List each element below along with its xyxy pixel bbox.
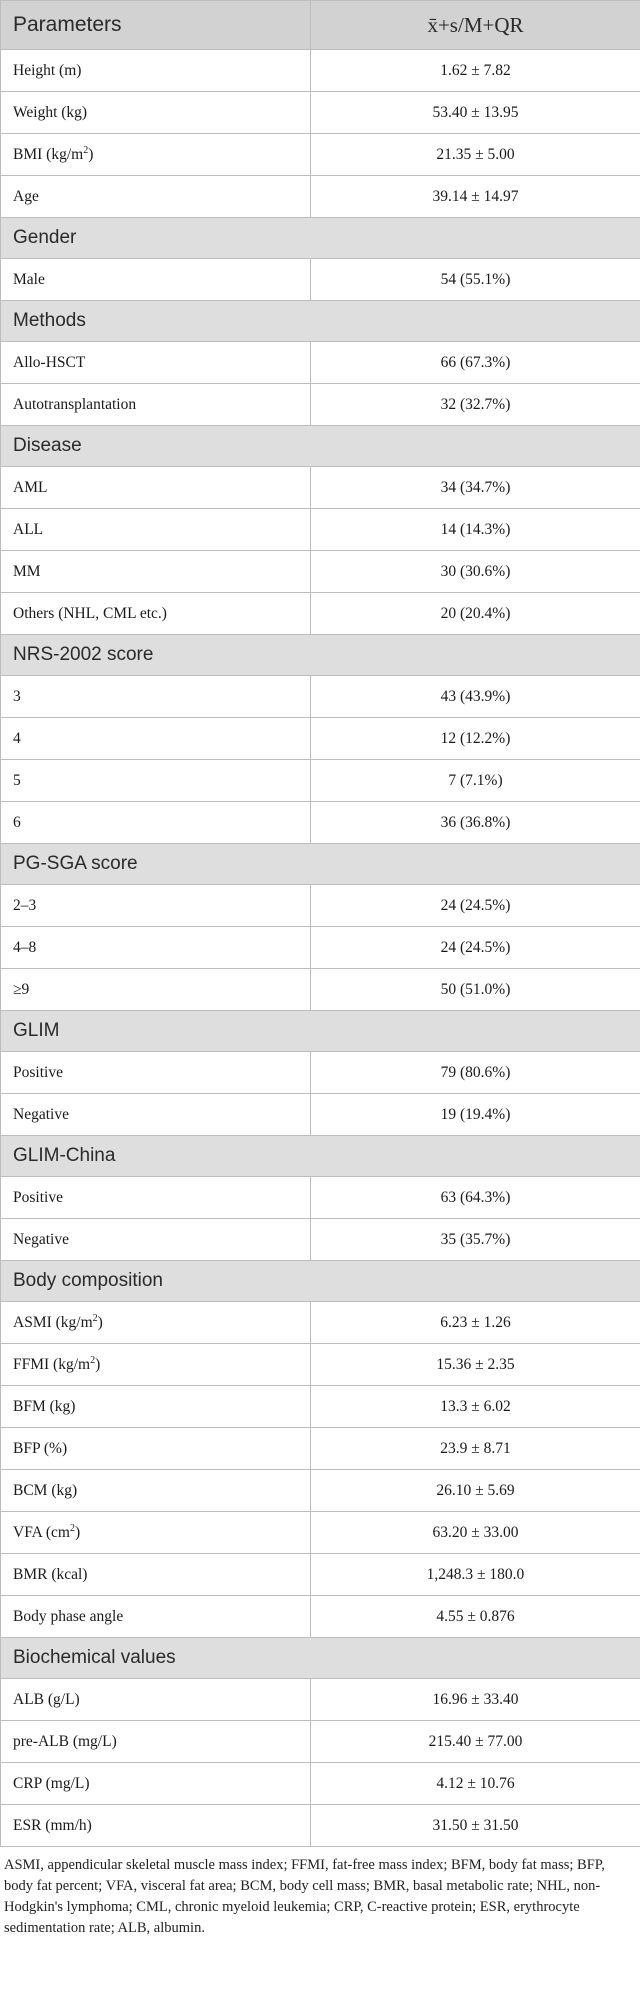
parameter-label-end: ) bbox=[74, 1524, 81, 1542]
section-label: Body composition bbox=[1, 1261, 640, 1302]
parameter-value: 26.10 ± 5.69 bbox=[311, 1470, 640, 1512]
parameter-value: 13.3 ± 6.02 bbox=[311, 1386, 640, 1428]
parameter-label bbox=[1, 134, 311, 176]
parameter-label bbox=[1, 1428, 311, 1470]
section-label: NRS-2002 score bbox=[1, 635, 640, 676]
table-row bbox=[1, 593, 640, 635]
parameter-value: 21.35 ± 5.00 bbox=[311, 134, 640, 176]
parameter-value: 32 (32.7%) bbox=[311, 384, 640, 426]
table-row bbox=[1, 134, 640, 176]
parameter-label-text: 2–3 bbox=[13, 896, 37, 914]
section-label: Disease bbox=[1, 426, 640, 467]
parameter-label bbox=[1, 1596, 311, 1638]
table-row bbox=[1, 927, 640, 969]
parameter-value: 4.55 ± 0.876 bbox=[311, 1596, 640, 1638]
parameter-label-text: ALB (g/L) bbox=[13, 1690, 80, 1708]
table-row bbox=[1, 1805, 640, 1847]
header-statistic-text: x̄+s/M+QR bbox=[427, 12, 524, 37]
section-header-row bbox=[1, 1136, 640, 1177]
parameter-value: 7 (7.1%) bbox=[311, 760, 640, 802]
parameter-value: 36 (36.8%) bbox=[311, 802, 640, 844]
parameter-label-text: Negative bbox=[13, 1230, 69, 1248]
parameter-label bbox=[1, 384, 311, 426]
table-row bbox=[1, 1386, 640, 1428]
parameter-value: 14 (14.3%) bbox=[311, 509, 640, 551]
section-header-row bbox=[1, 844, 640, 885]
parameter-label-text: Body phase angle bbox=[13, 1607, 124, 1625]
parameter-value: 16.96 ± 33.40 bbox=[311, 1679, 640, 1721]
parameter-label bbox=[1, 467, 311, 509]
parameter-value: 1.62 ± 7.82 bbox=[311, 50, 640, 92]
parameter-label bbox=[1, 1219, 311, 1261]
table-row bbox=[1, 760, 640, 802]
parameter-label-text: MM bbox=[13, 562, 41, 580]
parameter-label-text: ASMI (kg/m bbox=[13, 1314, 93, 1332]
table-row bbox=[1, 1344, 640, 1386]
parameter-label-text: Weight (kg) bbox=[13, 103, 88, 121]
header-parameters: Parameters bbox=[1, 1, 311, 50]
table-row bbox=[1, 1596, 640, 1638]
parameter-value: 24 (24.5%) bbox=[311, 885, 640, 927]
table-row bbox=[1, 1428, 640, 1470]
parameter-label bbox=[1, 927, 311, 969]
parameter-label bbox=[1, 1721, 311, 1763]
parameter-value: 54 (55.1%) bbox=[311, 259, 640, 301]
parameter-label-text: Height (m) bbox=[13, 61, 82, 79]
parameter-label bbox=[1, 885, 311, 927]
parameter-value: 15.36 ± 2.35 bbox=[311, 1344, 640, 1386]
parameter-label bbox=[1, 509, 311, 551]
parameter-value: 39.14 ± 14.97 bbox=[311, 176, 640, 218]
parameter-label bbox=[1, 1512, 311, 1554]
section-header-row bbox=[1, 1261, 640, 1302]
table-row bbox=[1, 509, 640, 551]
table-row bbox=[1, 1512, 640, 1554]
parameter-value: 63.20 ± 33.00 bbox=[311, 1512, 640, 1554]
parameter-value: 19 (19.4%) bbox=[311, 1094, 640, 1136]
parameter-value: 63 (64.3%) bbox=[311, 1177, 640, 1219]
table-row bbox=[1, 1721, 640, 1763]
parameter-value: 23.9 ± 8.71 bbox=[311, 1428, 640, 1470]
table-row bbox=[1, 802, 640, 844]
parameter-label bbox=[1, 50, 311, 92]
parameter-label-text: Others (NHL, CML etc.) bbox=[13, 604, 167, 622]
parameter-value: 12 (12.2%) bbox=[311, 718, 640, 760]
parameter-label bbox=[1, 1679, 311, 1721]
parameter-label-text: Positive bbox=[13, 1188, 63, 1206]
parameter-label-text: pre-ALB (mg/L) bbox=[13, 1732, 117, 1750]
parameter-label-end: ) bbox=[95, 1356, 101, 1374]
parameter-label-text: ≥9 bbox=[13, 980, 30, 998]
parameter-value: 215.40 ± 77.00 bbox=[311, 1721, 640, 1763]
parameter-value: 30 (30.6%) bbox=[311, 551, 640, 593]
parameter-value: 66 (67.3%) bbox=[311, 342, 640, 384]
unit-superscript: 2 bbox=[92, 1312, 98, 1324]
parameter-label-text: AML bbox=[13, 478, 48, 496]
table-row bbox=[1, 259, 640, 301]
parameter-label bbox=[1, 1177, 311, 1219]
table-header-row bbox=[1, 1, 640, 50]
unit-superscript: 2 bbox=[90, 1354, 96, 1366]
table-row bbox=[1, 1470, 640, 1512]
parameter-label bbox=[1, 802, 311, 844]
parameter-label-end: ) bbox=[88, 146, 94, 164]
parameter-label-text: Autotransplantation bbox=[13, 395, 137, 413]
parameter-label bbox=[1, 1052, 311, 1094]
table-row bbox=[1, 1219, 640, 1261]
parameter-label bbox=[1, 1094, 311, 1136]
table-row bbox=[1, 467, 640, 509]
parameter-label-text: BFM (kg) bbox=[13, 1397, 76, 1415]
section-header-row bbox=[1, 218, 640, 259]
parameter-label bbox=[1, 1344, 311, 1386]
section-label: GLIM-China bbox=[1, 1136, 640, 1177]
parameter-label-text: 4–8 bbox=[13, 938, 37, 956]
section-header-row bbox=[1, 426, 640, 467]
parameter-label bbox=[1, 593, 311, 635]
parameter-label-text: BMI (kg/m bbox=[13, 146, 84, 164]
parameter-label-text: Allo-HSCT bbox=[13, 353, 86, 371]
table-row bbox=[1, 176, 640, 218]
parameter-label-end: ) bbox=[97, 1314, 103, 1332]
parameter-label bbox=[1, 760, 311, 802]
parameter-label-text: 5 bbox=[13, 771, 21, 789]
parameter-label-text: 4 bbox=[13, 729, 21, 747]
parameter-label-text: BCM (kg) bbox=[13, 1481, 78, 1499]
section-header-row bbox=[1, 301, 640, 342]
parameter-label bbox=[1, 969, 311, 1011]
parameter-label-text: Male bbox=[13, 270, 45, 288]
header-statistic bbox=[311, 1, 640, 50]
parameter-label bbox=[1, 1805, 311, 1847]
parameter-label bbox=[1, 1554, 311, 1596]
parameter-label bbox=[1, 176, 311, 218]
parameter-value: 43 (43.9%) bbox=[311, 676, 640, 718]
table-row bbox=[1, 885, 640, 927]
table-row bbox=[1, 1763, 640, 1805]
parameter-label-text: ESR (mm/h) bbox=[13, 1816, 92, 1834]
parameter-value: 34 (34.7%) bbox=[311, 467, 640, 509]
parameter-label-text: 6 bbox=[13, 813, 21, 831]
parameter-label bbox=[1, 1302, 311, 1344]
parameter-label bbox=[1, 551, 311, 593]
section-header-row bbox=[1, 1011, 640, 1052]
section-label: GLIM bbox=[1, 1011, 640, 1052]
parameter-label-text: BFP (%) bbox=[13, 1439, 68, 1457]
parameter-label-text: Positive bbox=[13, 1063, 63, 1081]
table-row bbox=[1, 1052, 640, 1094]
table-row bbox=[1, 676, 640, 718]
parameter-label-text: CRP (mg/L) bbox=[13, 1774, 90, 1792]
table-row bbox=[1, 1554, 640, 1596]
section-header-row bbox=[1, 635, 640, 676]
parameter-label-text: Negative bbox=[13, 1105, 69, 1123]
table-body bbox=[1, 50, 640, 1847]
section-header-row bbox=[1, 1638, 640, 1679]
table-row bbox=[1, 1679, 640, 1721]
table-row bbox=[1, 551, 640, 593]
parameter-value: 6.23 ± 1.26 bbox=[311, 1302, 640, 1344]
parameter-value: 4.12 ± 10.76 bbox=[311, 1763, 640, 1805]
parameter-value: 79 (80.6%) bbox=[311, 1052, 640, 1094]
section-label: Methods bbox=[1, 301, 640, 342]
table-row bbox=[1, 969, 640, 1011]
table-row bbox=[1, 50, 640, 92]
table-row bbox=[1, 718, 640, 760]
table-row bbox=[1, 1177, 640, 1219]
parameter-label bbox=[1, 1763, 311, 1805]
parameter-label bbox=[1, 1470, 311, 1512]
section-label: Biochemical values bbox=[1, 1638, 640, 1679]
parameter-label-text: FFMI (kg/m bbox=[13, 1356, 91, 1374]
parameter-label bbox=[1, 259, 311, 301]
parameter-value: 20 (20.4%) bbox=[311, 593, 640, 635]
parameter-label-text: BMR (kcal) bbox=[13, 1565, 88, 1583]
parameter-label bbox=[1, 1386, 311, 1428]
table-row bbox=[1, 384, 640, 426]
table-row bbox=[1, 92, 640, 134]
table-footnote: ASMI, appendicular skeletal muscle mass index; FFMI, fat-free mass index; BFM, body fat mass; BFP, body fat percent; VFA, visceral fat area; BCM, body cell mass; BMR, basal metabolic rate; NHL, non-Hodgkin's lymphoma; CML, chronic myeloid leukemia; CRP, C-reactive protein; ESR, erythrocyte sedimentation rate; ALB, albumin. bbox=[4, 1857, 605, 1936]
section-label: PG-SGA score bbox=[1, 844, 640, 885]
table-row bbox=[1, 1302, 640, 1344]
parameter-value: 53.40 ± 13.95 bbox=[311, 92, 640, 134]
parameter-value: 31.50 ± 31.50 bbox=[311, 1805, 640, 1847]
parameter-label bbox=[1, 92, 311, 134]
table-row bbox=[1, 1094, 640, 1136]
parameter-label-text: ALL bbox=[13, 520, 44, 538]
table-row bbox=[1, 342, 640, 384]
parameter-label bbox=[1, 718, 311, 760]
unit-superscript: 2 bbox=[69, 1522, 75, 1534]
parameter-value: 1,248.3 ± 180.0 bbox=[311, 1554, 640, 1596]
parameter-label-text: 3 bbox=[13, 687, 21, 705]
parameter-value: 24 (24.5%) bbox=[311, 927, 640, 969]
section-label: Gender bbox=[1, 218, 640, 259]
unit-superscript: 2 bbox=[83, 144, 89, 156]
parameter-value: 35 (35.7%) bbox=[311, 1219, 640, 1261]
parameter-label bbox=[1, 676, 311, 718]
parameter-label-text: VFA (cm bbox=[13, 1524, 70, 1542]
parameter-label-text: Age bbox=[13, 187, 39, 205]
parameter-label bbox=[1, 342, 311, 384]
parameter-value: 50 (51.0%) bbox=[311, 969, 640, 1011]
